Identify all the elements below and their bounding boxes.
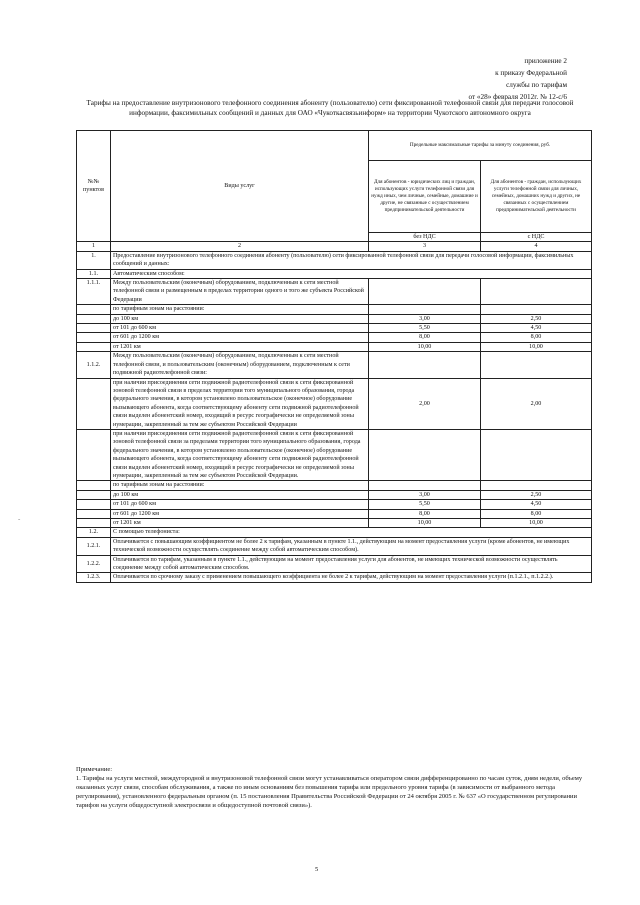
table-row: [77, 314, 592, 323]
zone-label: от 101 до 600 км: [111, 500, 369, 509]
table-row: [77, 333, 592, 342]
document-title: Тарифы на предоставление внутризонового телефонного соединения абоненту (пользователю) сети фиксированной телефонной связи для передачи голосовой информации, факсимильных сообщений и данных для ОАО «Чукоткасвязьинформ» на территории Чукотского автономного округа: [86, 99, 574, 117]
empty-cell: [77, 342, 111, 351]
row-number: 1.2.2.: [77, 555, 111, 573]
table-row: [77, 519, 592, 528]
empty-cell: [77, 509, 111, 518]
empty-cell: [77, 500, 111, 509]
table-row: [77, 509, 592, 518]
zone-label: от 1201 км: [111, 519, 369, 528]
table-row: [77, 251, 592, 269]
row-number: 1.1.2.: [77, 352, 111, 378]
zone-label: от 101 до 600 км: [111, 324, 369, 333]
header-col-citizens: Для абонентов - граждан, использующих услуги телефонной связи для личных, семейных, домашних нужд и других, не связанных с осуществлением предпринимательской деятельности: [481, 161, 592, 233]
row-number: 1.2.1.: [77, 537, 111, 555]
appendix-line: от «28» февраля 2012г. № 12-с/6: [468, 93, 567, 101]
zone-label: от 601 до 1200 км: [111, 333, 369, 342]
row-number: 1.1.1.: [77, 279, 111, 305]
row-text: Автоматическим способом:: [111, 269, 592, 278]
table-row: [77, 305, 592, 314]
row-number: 1.2.3.: [77, 573, 111, 582]
tariff-value: 10,00: [481, 519, 592, 528]
table-row: [77, 352, 592, 378]
empty-cell: [369, 352, 481, 378]
row-text: Между пользовательским (оконечным) оборудованием, подключенным к сети местной телефонной связи и размещенным в пределах территории одного и того же субъекта Российской Федерации: [111, 279, 369, 305]
margin-mark: -: [18, 515, 21, 523]
table-row: [77, 324, 592, 333]
tariff-value: 10,00: [481, 342, 592, 351]
header-tariff-group: Предельные максимальные тарифы за минуту соединения, руб.: [369, 131, 592, 161]
empty-cell: [77, 324, 111, 333]
row-text: Между пользовательским (оконечным) оборудованием, подключенным к сети местной телефонной связи, и пользовательским (оконечным) оборудованием, подключенным к сети подвижной радиотелефонной связи:: [111, 352, 369, 378]
row-number: 1.2.: [77, 528, 111, 537]
header-col-number: №№ пунктов: [77, 131, 111, 242]
empty-cell: [77, 378, 111, 429]
appendix-line: приложение 2: [524, 57, 567, 65]
column-number-row: [77, 242, 592, 251]
tariff-value: 8,00: [369, 509, 481, 518]
tariff-value: 2,50: [481, 490, 592, 499]
tariff-value: 3,00: [369, 490, 481, 499]
table-row: [77, 429, 592, 480]
row-text: С помощью телефониста:: [111, 528, 592, 537]
empty-cell: [481, 352, 592, 378]
tariff-value: 8,00: [481, 509, 592, 518]
zone-label: от 601 до 1200 км: [111, 509, 369, 518]
row-text: при наличии присоединения сети подвижной радиотелефонной связи к сети фиксированной зоновой телефонной связи в пределах территории того муниципального образования, города федерального значения, в котором установлено пользовательское (оконечное) оборудование вызывающего абонента, когда соответствующему абоненту сети подвижной радиотелефонной связи выделен абонентский номер, входящий в ресурс географически не определяемой зоны нумерации, закрепленный за тем же субъектом Российской Федерации: [111, 378, 369, 429]
zone-label: до 100 км: [111, 490, 369, 499]
tariff-value: 10,00: [369, 342, 481, 351]
tariff-value: 8,00: [369, 333, 481, 342]
row-text: при наличии присоединения сети подвижной радиотелефонной связи к сети фиксированной зоновой телефонной связи за пределами территории того муниципального образования, города федерального значения, в котором установлено пользовательское (оконечное) оборудование вызывающего абонента, когда соответствующему абоненту сети подвижной радиотелефонной связи выделен абонентский номер, входящий в ресурс географически не определяемой зоны нумерации, закрепленный за тем же субъектом Российской Федерации.: [111, 429, 369, 480]
empty-cell: [77, 314, 111, 323]
empty-cell: [77, 429, 111, 480]
column-number: 4: [481, 242, 592, 251]
tariff-value: 3,00: [369, 314, 481, 323]
table-row: [77, 555, 592, 573]
table-row: [77, 528, 592, 537]
table-row: [77, 481, 592, 490]
column-number: 3: [369, 242, 481, 251]
tariff-value: 4,50: [481, 324, 592, 333]
tariff-table: [76, 130, 592, 583]
tariff-value: 2,00: [481, 378, 592, 429]
zones-label: по тарифным зонам на расстоянии:: [111, 481, 369, 490]
table-row: [77, 537, 592, 555]
empty-cell: [369, 279, 481, 305]
row-text: Оплачивается по тарифам, указанным в пункте 1.1., действующим на момент предоставления услуги для абонентов, не имеющих технической возможности осуществлять соединение между собой автоматическим способом.: [111, 555, 592, 573]
empty-cell: [481, 279, 592, 305]
empty-cell: [77, 490, 111, 499]
tariff-value: 5,50: [369, 500, 481, 509]
row-text: Предоставление внутризонового телефонного соединения абоненту (пользователю) сети фиксированной телефонной связи для передачи голосовой информации, факсимильных сообщений и данных:: [111, 251, 592, 269]
table-header-row: [77, 131, 592, 161]
appendix-line: службы по тарифам: [506, 81, 567, 89]
note-text: 1. Тарифы на услуги местной, междугородной и внутризоновой телефонной связи могут устанавливаться оператором связи дифференцированно по часам суток, дням недели, объему оказанных услуг связи, способам обслуживания, а также по иным основаниям без повышения тарифа или предельного уровня тарифа (в зависимости от выбранного метода регулирования), установленного федеральным органом (п. 15 постановления Правительства Российской Федерации от 24 октября 2005 г. № 637 «О государственном регулировании тарифов на услуги общедоступной электросвязи и общедоступной почтовой связи»).: [76, 775, 583, 809]
header-col-services: Виды услуг: [111, 131, 369, 242]
tariff-value: 10,00: [369, 519, 481, 528]
table-row: [77, 342, 592, 351]
note-heading: Примечание:: [76, 766, 113, 773]
row-text: Оплачивается по срочному заказу с применением повышающего коэффициента не более 2 к тарифам, действующим на момент предоставления услуги (п.1.2.1., п.1.2.2.).: [111, 573, 592, 582]
empty-cell: [481, 429, 592, 480]
table-row: [77, 378, 592, 429]
appendix-line: к приказу Федеральной: [495, 69, 567, 77]
table-row: [77, 490, 592, 499]
table-row: [77, 279, 592, 305]
empty-cell: [77, 305, 111, 314]
note-block: [76, 765, 591, 810]
row-text: Оплачивается с повышающим коэффициентом не более 2 к тарифам, указанным в пункте 1.1., действующим на момент предоставления услуги (кроме абонентов, не имеющих технической возможности осуществлять соединение между собой автоматическим способом).: [111, 537, 592, 555]
header-vat-without: без НДС: [369, 233, 481, 242]
header-col-legal: Для абонентов - юридических лиц и граждан, использующих услуги телефонной связи для нужд иных, чем личные, семейные, домашние и другие, не связанные с осуществлением предпринимательской деятельности: [369, 161, 481, 233]
empty-cell: [369, 481, 481, 490]
tariff-value: 2,00: [369, 378, 481, 429]
column-number: 1: [77, 242, 111, 251]
tariff-value: 5,50: [369, 324, 481, 333]
tariff-value: 4,50: [481, 500, 592, 509]
empty-cell: [481, 305, 592, 314]
empty-cell: [77, 481, 111, 490]
empty-cell: [77, 519, 111, 528]
table-row: [77, 573, 592, 582]
zone-label: до 100 км: [111, 314, 369, 323]
tariff-value: 8,00: [481, 333, 592, 342]
header-vat-with: с НДС: [481, 233, 592, 242]
table-row: [77, 500, 592, 509]
tariff-value: 2,50: [481, 314, 592, 323]
empty-cell: [369, 305, 481, 314]
appendix-block: [407, 55, 567, 103]
zone-label: от 1201 км: [111, 342, 369, 351]
empty-cell: [77, 333, 111, 342]
empty-cell: [481, 481, 592, 490]
row-number: 1.: [77, 251, 111, 269]
table-row: [77, 269, 592, 278]
zones-label: по тарифным зонам на расстоянии:: [111, 305, 369, 314]
page-number: 5: [315, 866, 319, 873]
empty-cell: [369, 429, 481, 480]
row-number: 1.1.: [77, 269, 111, 278]
column-number: 2: [111, 242, 369, 251]
